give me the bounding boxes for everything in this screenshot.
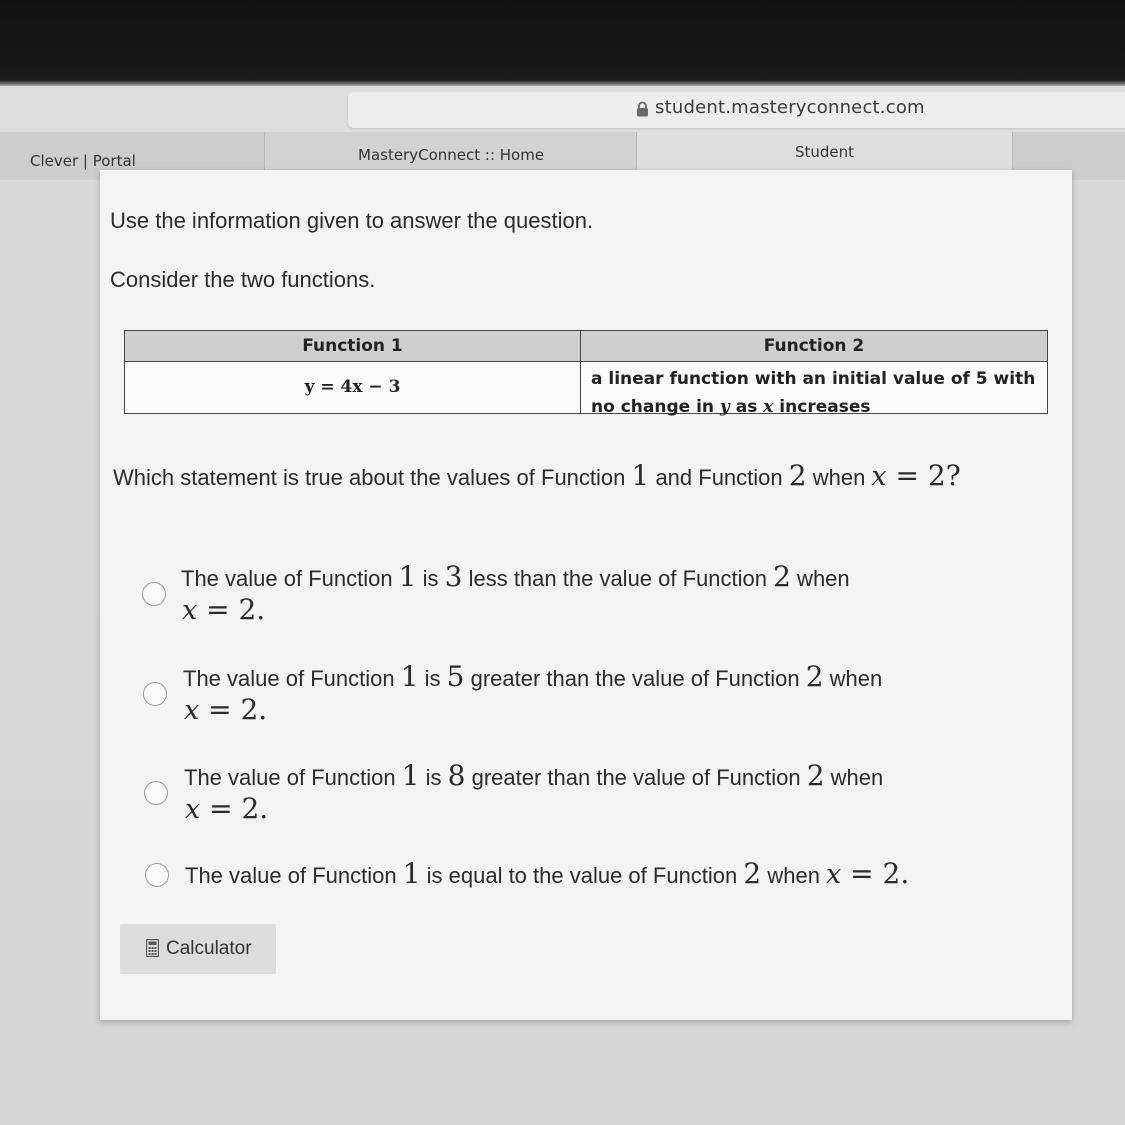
function-1-cell: y = 4x − 3 (125, 362, 581, 413)
var-x: x (184, 695, 200, 726)
num: 2 (743, 857, 762, 890)
text: Which statement is true about the values of Function (113, 465, 632, 490)
option-c-radio[interactable] (144, 781, 168, 805)
math: = 2. (841, 857, 910, 890)
calculator-button[interactable] (120, 924, 276, 974)
function-2-cell (591, 365, 1041, 421)
text: The value of Function (184, 765, 402, 790)
intro-text: Consider the two functions. (110, 267, 376, 292)
num: 1 (631, 459, 650, 492)
num: 8 (447, 759, 466, 792)
calculator-icon (146, 939, 159, 957)
option-c-line-1[interactable] (184, 759, 883, 792)
num: 5 (446, 660, 465, 693)
text: is (418, 666, 447, 691)
url-text[interactable]: student.masteryconnect.com (655, 97, 925, 118)
num: 1 (398, 560, 417, 593)
option-a-line-2[interactable] (182, 593, 265, 626)
table-header-function-2: Function 2 (581, 331, 1047, 362)
var-x: x (763, 397, 774, 417)
num: 2 (773, 560, 791, 593)
var-x: x (826, 859, 842, 890)
text: greater than the value of Function (464, 666, 806, 691)
option-a-radio[interactable] (142, 582, 166, 606)
option-d-line-1[interactable] (185, 857, 909, 890)
lock-icon (636, 101, 649, 117)
text: as (729, 397, 764, 417)
var-y: y (719, 397, 730, 417)
text: when (761, 863, 827, 888)
instruction-text: Use the information given to answer the question. (110, 208, 594, 233)
num: 2 (788, 459, 807, 492)
math: = 2. (199, 693, 268, 726)
math: = 2. (197, 593, 266, 626)
table-header-function-1: Function 1 (125, 331, 581, 362)
text: and Function (649, 465, 789, 490)
math: = 2. (200, 792, 269, 825)
text: when (806, 465, 872, 490)
text: The value of Function (185, 863, 403, 888)
text: when (824, 765, 884, 790)
num: 1 (401, 759, 420, 792)
tab-label: Clever | Portal (30, 152, 136, 170)
option-c-line-2[interactable] (185, 792, 268, 825)
function-2-line-2 (591, 393, 1041, 421)
text: increases (773, 397, 871, 417)
text: greater than the value of Function (465, 765, 807, 790)
text: The value of Function (183, 666, 401, 691)
option-b-line-2[interactable] (184, 693, 267, 726)
function-2-line-1: a linear function with an initial value of 5 with (591, 369, 1036, 389)
text: The value of Function (181, 566, 399, 591)
tab-label: Student (795, 143, 855, 161)
functions-table (124, 330, 1048, 417)
option-d-radio[interactable] (145, 863, 169, 887)
text: when (823, 666, 883, 691)
option-b-radio[interactable] (143, 682, 167, 706)
var-x: x (182, 595, 198, 626)
num: 1 (402, 857, 421, 890)
question-stem (113, 459, 961, 492)
num: 1 (400, 660, 419, 693)
option-a-line-1[interactable] (181, 560, 850, 593)
tab-label: MasteryConnect :: Home (358, 146, 545, 164)
var-x: x (871, 461, 887, 492)
num: 2 (806, 759, 825, 792)
text: when (790, 566, 850, 591)
text: is (416, 566, 445, 591)
text: no change in (591, 397, 720, 417)
num: 2 (805, 660, 824, 693)
num: 3 (444, 560, 463, 593)
var-x: x (185, 794, 201, 825)
math: = 2? (886, 459, 961, 492)
text: less than the value of Function (462, 566, 774, 591)
text: is (419, 765, 448, 790)
option-b-line-1[interactable] (183, 660, 882, 693)
text: is equal to the value of Function (420, 863, 744, 888)
calculator-label: Calculator (166, 938, 252, 959)
